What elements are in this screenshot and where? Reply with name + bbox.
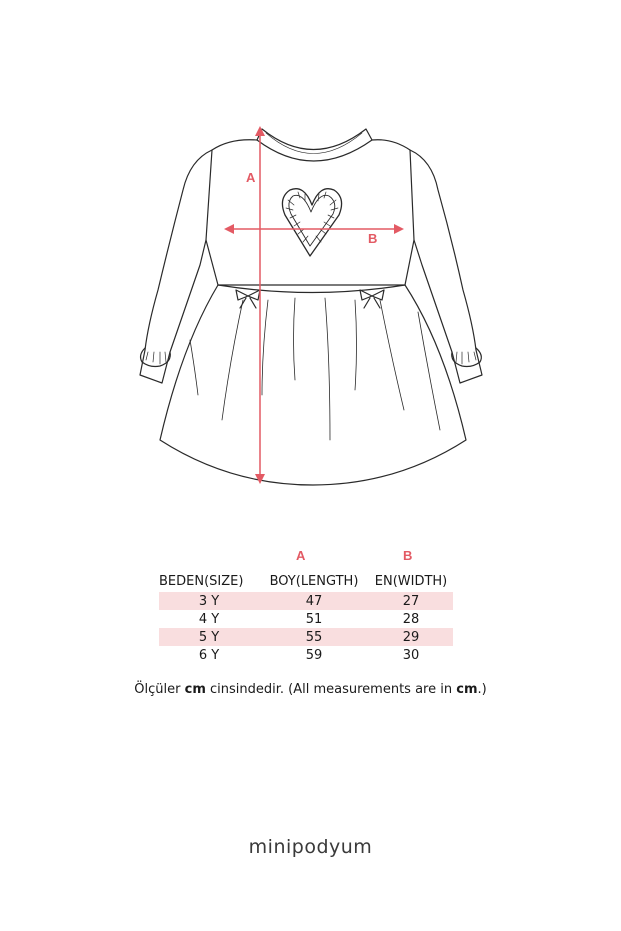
neck-rib xyxy=(257,129,372,161)
table-row xyxy=(159,610,453,628)
note-unit1: cm xyxy=(184,682,206,697)
note-part1: Ölçüler xyxy=(134,682,185,697)
measure-a-label: A xyxy=(246,170,256,185)
width-cell: 27 xyxy=(402,593,420,609)
table-row xyxy=(159,628,453,646)
left-sleeve xyxy=(140,150,212,383)
note-part3: .) xyxy=(477,682,487,697)
size-chart xyxy=(159,548,453,664)
table-header xyxy=(159,570,453,592)
size-cell: 3 Y xyxy=(198,593,220,609)
note-unit2: cm xyxy=(456,682,478,697)
size-cell: 4 Y xyxy=(198,611,220,627)
width-cell: 29 xyxy=(402,629,420,645)
width-letter: B xyxy=(403,548,413,563)
size-header: BEDEN(SIZE) xyxy=(159,573,244,589)
width-header: EN(WIDTH) xyxy=(374,573,448,589)
note-part2: cinsindedir. (All measurements are in xyxy=(205,682,457,697)
skirt-outline xyxy=(160,285,466,485)
brand-logo: minipodyum xyxy=(248,836,373,858)
length-cell: 47 xyxy=(305,593,323,609)
column-letters xyxy=(159,548,453,570)
length-cell: 51 xyxy=(305,611,323,627)
measure-b-label: B xyxy=(368,231,378,246)
length-letter: A xyxy=(296,548,306,563)
size-cell: 5 Y xyxy=(198,629,220,645)
measurement-note xyxy=(0,682,621,697)
right-bow xyxy=(360,290,384,308)
length-cell: 59 xyxy=(305,647,323,663)
table-row xyxy=(159,592,453,610)
length-cell: 55 xyxy=(305,629,323,645)
left-bow xyxy=(236,290,260,308)
length-header: BOY(LENGTH) xyxy=(269,573,359,589)
width-cell: 30 xyxy=(402,647,420,663)
width-cell: 28 xyxy=(402,611,420,627)
size-cell: 6 Y xyxy=(198,647,220,663)
table-row xyxy=(159,646,453,664)
right-sleeve xyxy=(410,150,482,383)
